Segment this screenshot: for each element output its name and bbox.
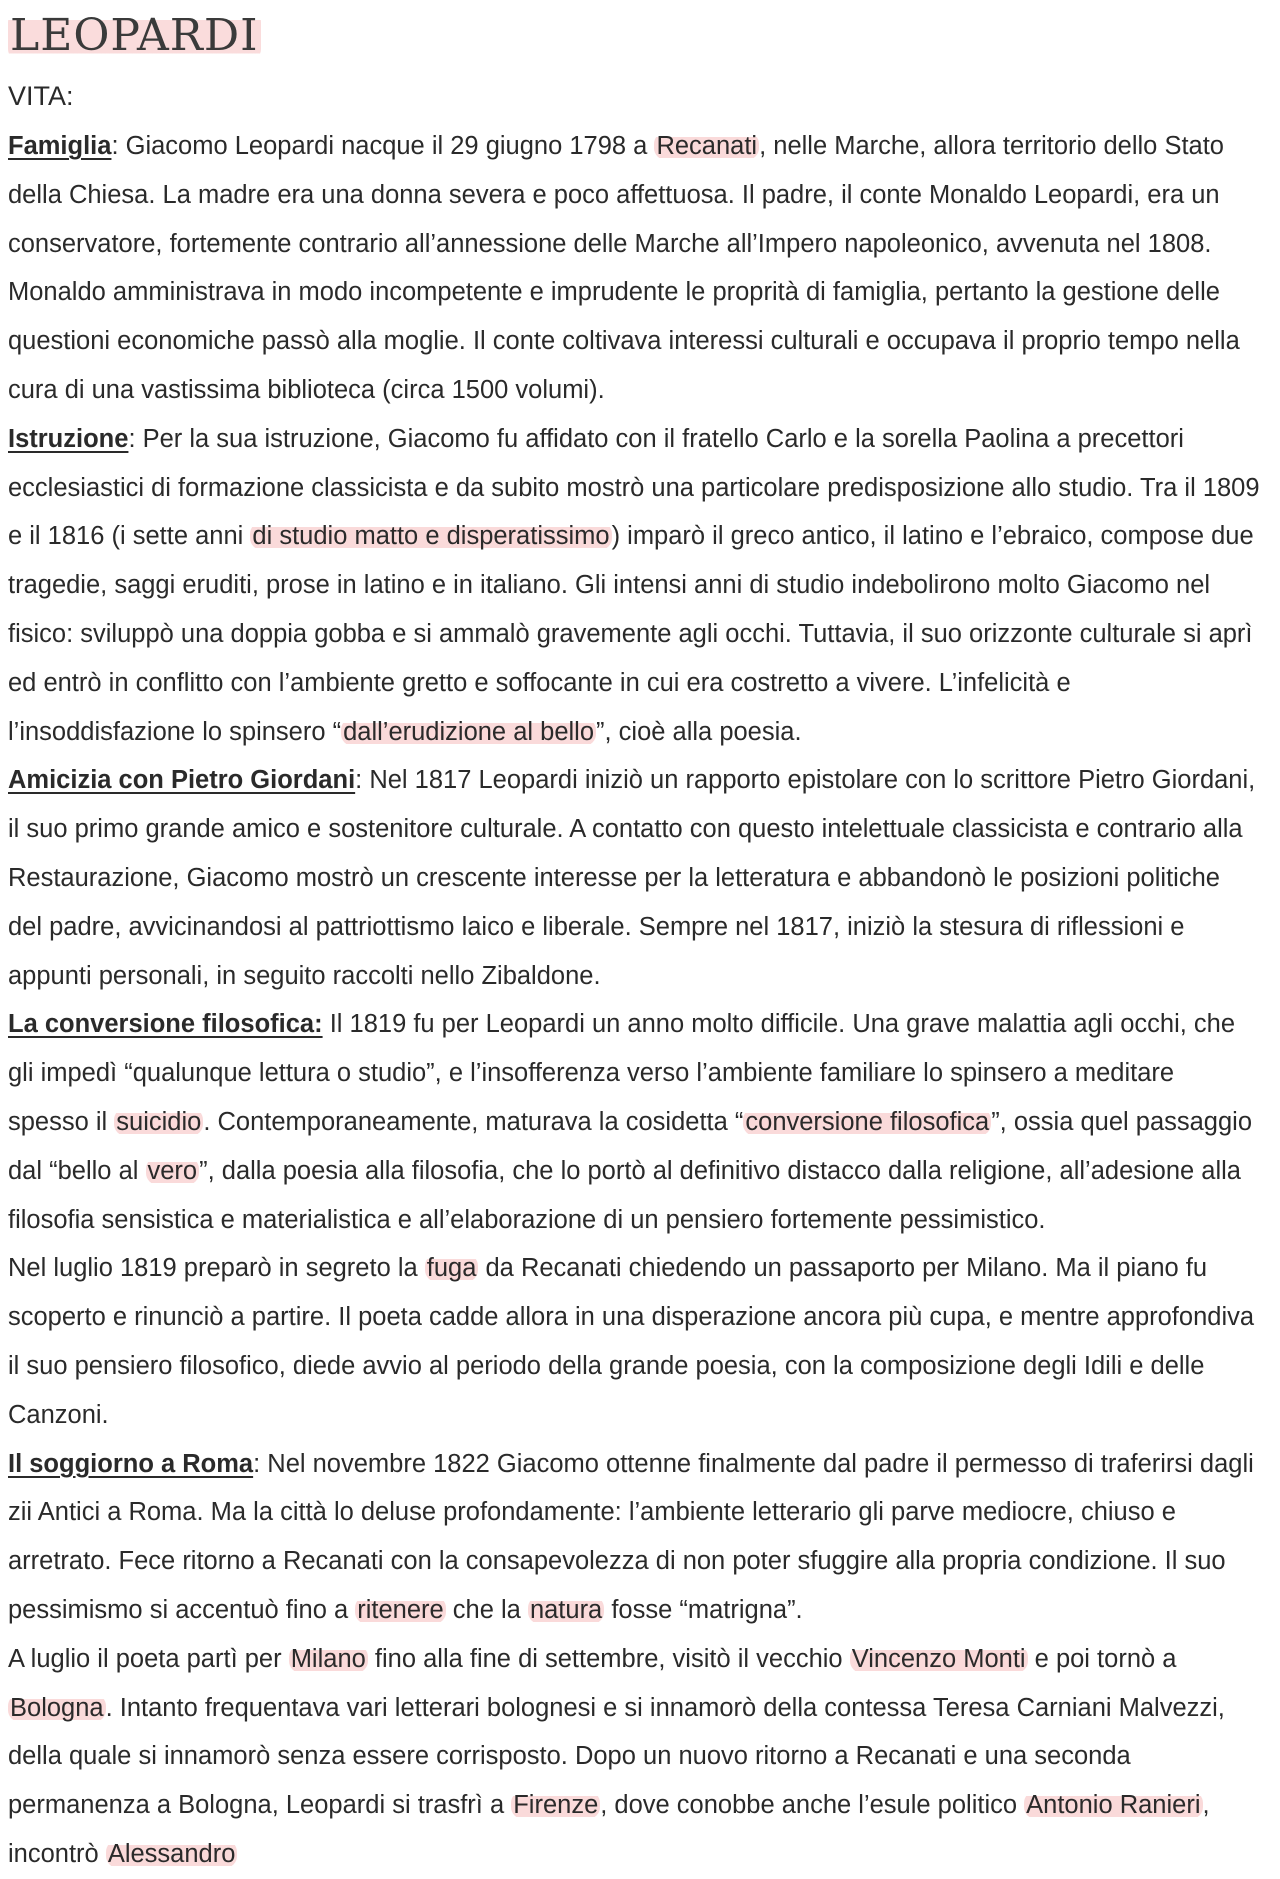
text-segment: , dove conobbe anche l’esule politico bbox=[600, 1791, 1025, 1820]
highlighted-text: conversione filosofica bbox=[745, 1107, 990, 1136]
paragraph-heading: Amicizia con Pietro Giordani bbox=[8, 766, 356, 795]
highlighted-text: Firenze bbox=[513, 1791, 599, 1820]
text-segment: A luglio il poeta partì per bbox=[8, 1644, 289, 1673]
highlighted-text: fuga bbox=[426, 1254, 477, 1283]
paragraph bbox=[8, 1000, 1260, 1244]
highlighted-text: Recanati bbox=[656, 132, 758, 160]
highlighted-text: dall’erudizione al bello bbox=[343, 717, 595, 746]
text-segment: ”, dalla poesia alla filosofia, che lo portò al definitivo distacco dalla religione, all’adesione alla filosofia sensistica e materialistica e all’elaborazione di un pensiero fortemente pessimistico. bbox=[8, 1156, 1241, 1234]
text-segment: che la bbox=[445, 1595, 528, 1624]
paragraph bbox=[8, 1440, 1260, 1635]
paragraph bbox=[8, 415, 1260, 757]
text-segment: Per la sua istruzione, Giacomo fu affidato con il fratello Carlo e la sorella Paolina a precettori ecclesiastici di formazione classicista e da subito mostrò una particolare predisposizione allo studio. Tra il 1809 e il 1816 (i sette anni bbox=[8, 424, 1260, 551]
text-segment: , incontrò bbox=[8, 1791, 1210, 1868]
text-segment: ”, ossia quel passaggio dal “bello al bbox=[8, 1107, 1253, 1185]
text-segment: Nel luglio 1819 preparò in segreto la bbox=[8, 1254, 425, 1283]
text-segment: e poi tornò a bbox=[1027, 1644, 1177, 1673]
highlighted-text: Milano bbox=[290, 1644, 366, 1673]
text-segment: da Recanati chiedendo un passaporto per Milano. Ma il piano fu scoperto e rinunciò a partire. Il poeta cadde allora in una disperazione ancora più cupa, e mentre approfondiva il suo pensiero filosofico, diede avvio al periodo della grande poesia, con la composizione degli Idili e delle Canzoni. bbox=[8, 1254, 1255, 1429]
text-segment: Giacomo Leopardi nacque il 29 giugno 1798 a bbox=[125, 132, 655, 160]
paragraph bbox=[8, 1244, 1260, 1439]
heading-separator: : bbox=[253, 1449, 268, 1478]
paragraph bbox=[8, 756, 1260, 1000]
text-segment: fosse “matrigna”. bbox=[604, 1595, 803, 1624]
highlighted-text: natura bbox=[529, 1595, 603, 1624]
heading-separator: : bbox=[111, 132, 126, 160]
text-segment: Il 1819 fu per Leopardi un anno molto difficile. Una grave malattia agli occhi, che gli impedì “qualunque lettura o studio”, e l’insofferenza verso l’ambiente familiare lo spinsero a meditare spesso il bbox=[8, 1010, 1236, 1136]
page-title-text: LEOPARDI bbox=[10, 10, 259, 61]
text-segment: ”, cioè alla poesia. bbox=[596, 717, 802, 746]
paragraph-heading: Il soggiorno a Roma bbox=[8, 1449, 254, 1478]
text-segment: fino alla fine di settembre, visitò il vecchio bbox=[367, 1644, 850, 1673]
text-segment: . Intanto frequentava vari letterari bolognesi e si innamorò della contessa Teresa Carniani Malvezzi, della quale si innamorò senza essere corrisposto. Dopo un nuovo ritorno a Recanati e una seconda permanenza a Bologna, Leopardi si trasfrì a bbox=[8, 1693, 1225, 1820]
heading-separator: : bbox=[128, 424, 143, 453]
highlighted-text: vero bbox=[147, 1156, 198, 1185]
heading-separator bbox=[323, 1010, 330, 1038]
highlighted-text: Antonio Ranieri bbox=[1026, 1791, 1201, 1820]
paragraph bbox=[8, 122, 1260, 415]
paragraph-heading: Famiglia bbox=[8, 132, 112, 160]
highlighted-text: di studio matto e disperatissimo bbox=[252, 522, 610, 551]
paragraph-heading: Istruzione bbox=[8, 424, 129, 453]
highlighted-text: Vincenzo Monti bbox=[851, 1644, 1026, 1673]
text-segment: Nel novembre 1822 Giacomo ottenne finalmente dal padre il permesso di traferirsi dagli zii Antici a Roma. Ma la città lo deluse profondamente: l’ambiente letterario gli parve mediocre, chiuso e arretrato. Fece ritorno a Recanati con la consapevolezza di non poter sfuggire alla propria condizione. Il suo pessimismo si accentuò fino a bbox=[8, 1449, 1254, 1624]
paragraph bbox=[8, 1635, 1260, 1879]
highlighted-text: ritenere bbox=[357, 1595, 444, 1624]
highlighted-text: suicidio bbox=[116, 1107, 202, 1136]
document-body bbox=[8, 122, 1260, 1879]
paragraph-heading: La conversione filosofica: bbox=[8, 1010, 323, 1039]
text-segment: , nelle Marche, allora territorio dello Stato della Chiesa. La madre era una donna severa e poco affettuosa. Il padre, il conte Monaldo Leopardi, era un conservatore, fortemente contrario all’annessione delle Marche all’Impero napoleonico, avvenuta nel 1808. Monaldo amministrava in modo incompetente e imprudente le proprità di famiglia, pertanto la gestione delle questioni economiche passò alla moglie. Il conte coltivava interessi culturali e occupava il proprio tempo nella cura di una vastissima biblioteca (circa 1500 volumi). bbox=[8, 132, 1240, 404]
page-title bbox=[8, 6, 1260, 66]
text-segment: . Contemporaneamente, maturava la cosidetta “ bbox=[203, 1107, 744, 1136]
highlighted-text: Alessandro bbox=[107, 1839, 236, 1868]
heading-separator: : bbox=[355, 766, 370, 795]
text-segment: Nel 1817 Leopardi iniziò un rapporto epistolare con lo scrittore Pietro Giordani, il suo primo grande amico e sostenitore culturale. A contatto con questo intelettuale classicista e contrario alla Restaurazione, Giacomo mostrò un crescente interesse per la letteratura e abbandonò le posizioni politiche del padre, avvicinandosi al pattriottismo laico e liberale. Sempre nel 1817, iniziò la stesura di riflessioni e appunti personali, in seguito raccolti nello Zibaldone. bbox=[8, 766, 1256, 990]
section-label: VITA: bbox=[8, 81, 74, 111]
highlighted-text: Bologna bbox=[10, 1693, 104, 1722]
text-segment: ) imparò il greco antico, il latino e l’ebraico, compose due tragedie, saggi eruditi, prose in latino e in italiano. Gli intensi anni di studio indebolirono molto Giacomo nel fisico: sviluppò una doppia gobba e si ammalò gravemente agli occhi. Tuttavia, il suo orizzonte culturale si aprì ed entrò in conflitto con l’ambiente gretto e soffocante in cui era costretto a vivere. L’infelicità e l’insoddisfazione lo spinsero “ bbox=[8, 522, 1254, 746]
